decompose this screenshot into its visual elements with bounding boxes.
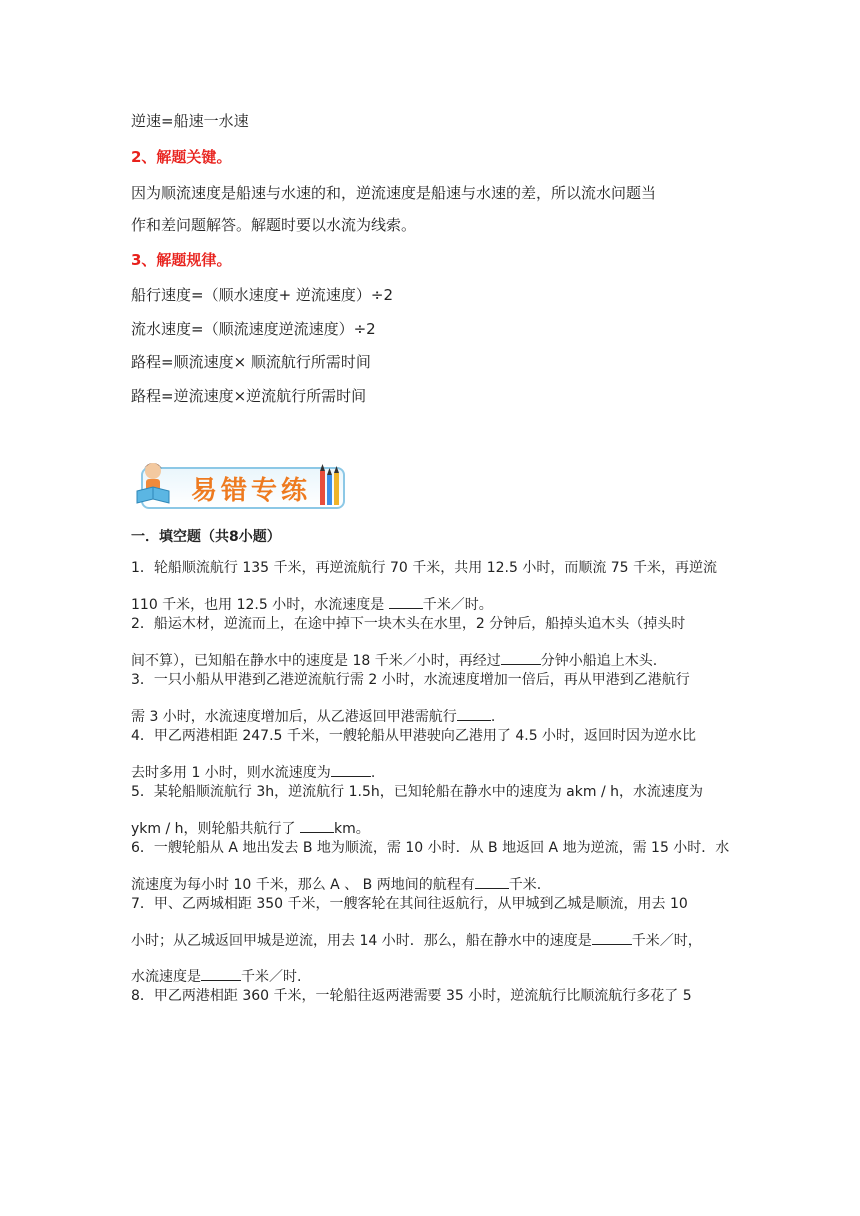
pencils-icon (317, 463, 343, 509)
question-2-line-2: 间不算），已知船在静水中的速度是 18 千米／小时，再经过 (131, 653, 501, 669)
question-4 (131, 726, 731, 782)
question-1 (131, 558, 731, 614)
heading-key-points: 2、解题关键。 (131, 148, 232, 166)
key-points-line-1: 因为顺流速度是船速与水速的和，逆流速度是船速与水速的差，所以流水问题当 (131, 184, 657, 202)
key-points-line-2: 作和差问题解答。解题时要以水流为线索。 (131, 216, 417, 234)
question-6-line-1: 6．一艘轮船从 A 地出发去 B 地为顺流，需 10 小时．从 B 地返回 A 地为逆流，需 15 小时．水 (131, 840, 730, 856)
question-5 (131, 782, 731, 838)
rule-1: 船行速度=（顺水速度+ 逆流速度）÷2 (131, 286, 394, 304)
question-2-line-2-end: 分钟小船追上木头. (540, 653, 658, 669)
answer-blank[interactable] (201, 966, 241, 981)
answer-blank[interactable] (501, 650, 541, 665)
question-5-line-1: 5．某轮船顺流航行 3h，逆流航行 1.5h，已知轮船在静水中的速度为 akm / h，水流速度为 (131, 784, 703, 800)
question-6-line-2: 流速度为每小时 10 千米，那么 A 、 B 两地间的航程有 (131, 877, 475, 893)
heading-rules: 3、解题规律。 (131, 251, 232, 269)
question-4-line-1: 4．甲乙两港相距 247.5 千米，一艘轮船从甲港驶向乙港用了 4.5 小时，返回时因为逆水比 (131, 728, 697, 744)
question-2 (131, 614, 731, 670)
answer-blank[interactable] (331, 762, 371, 777)
question-3-line-2-end: . (490, 709, 496, 725)
question-3 (131, 670, 731, 726)
question-list (131, 558, 731, 1006)
question-8-line-1: 8．甲乙两港相距 360 千米，一轮船往返两港需要 35 小时，逆流航行比顺流航行多花了 5 (131, 988, 692, 1004)
question-1-line-1: 1．轮船顺流航行 135 千米，再逆流航行 70 千米，共用 12.5 小时，而顺流 75 千米，再逆流 (131, 560, 718, 576)
question-7-line-1: 7．甲、乙两城相距 350 千米，一艘客轮在其间往返航行，从甲城到乙城是顺流，用去 10 (131, 896, 688, 912)
question-3-line-2: 需 3 小时，水流速度增加后，从乙港返回甲港需航行 (131, 709, 457, 725)
question-7 (131, 894, 731, 986)
answer-blank[interactable] (389, 594, 423, 609)
question-2-line-1: 2．船运木材，逆流而上，在途中掉下一块木头在水里，2 分钟后，船掉头追木头（掉头时 (131, 616, 686, 632)
question-1-line-2: 110 千米，也用 12.5 小时，水流速度是 (131, 597, 389, 613)
answer-blank[interactable] (592, 930, 632, 945)
question-7-line-3: 水流速度是 (131, 969, 201, 985)
question-3-line-1: 3．一只小船从甲港到乙港逆流航行需 2 小时，水流速度增加一倍后，再从甲港到乙港航行 (131, 672, 690, 688)
question-7-line-3-end: 千米／时. (241, 969, 302, 985)
practice-banner (129, 457, 343, 509)
answer-blank[interactable] (457, 706, 491, 721)
question-5-line-2: ykm / h，则轮船共航行了 (131, 821, 300, 837)
rule-2: 流水速度=（顺流速度逆流速度）÷2 (131, 320, 376, 338)
question-4-line-2-end: . (370, 765, 376, 781)
answer-blank[interactable] (300, 818, 334, 833)
answer-blank[interactable] (475, 874, 509, 889)
rule-3: 路程=顺流速度× 顺流航行所需时间 (131, 353, 371, 371)
question-7-line-2-end: 千米／时， (631, 933, 702, 949)
question-4-line-2: 去时多用 1 小时，则水流速度为 (131, 765, 331, 781)
question-7-line-2: 小时；从乙城返回甲城是逆流，用去 14 小时．那么，船在静水中的速度是 (131, 933, 592, 949)
question-6 (131, 838, 731, 894)
banner-title: 易错专练 (191, 476, 312, 506)
question-8 (131, 986, 731, 1006)
question-1-line-2-end: 千米／时。 (422, 597, 493, 613)
rule-4: 路程=逆流速度×逆流航行所需时间 (131, 387, 367, 405)
formula-line: 逆速=船速一水速 (131, 112, 249, 130)
question-5-line-2-end: km。 (333, 821, 370, 837)
girl-reading-icon (129, 457, 189, 509)
question-6-line-2-end: 千米. (508, 877, 542, 893)
section-title: 一．填空题（共8小题） (131, 529, 281, 545)
